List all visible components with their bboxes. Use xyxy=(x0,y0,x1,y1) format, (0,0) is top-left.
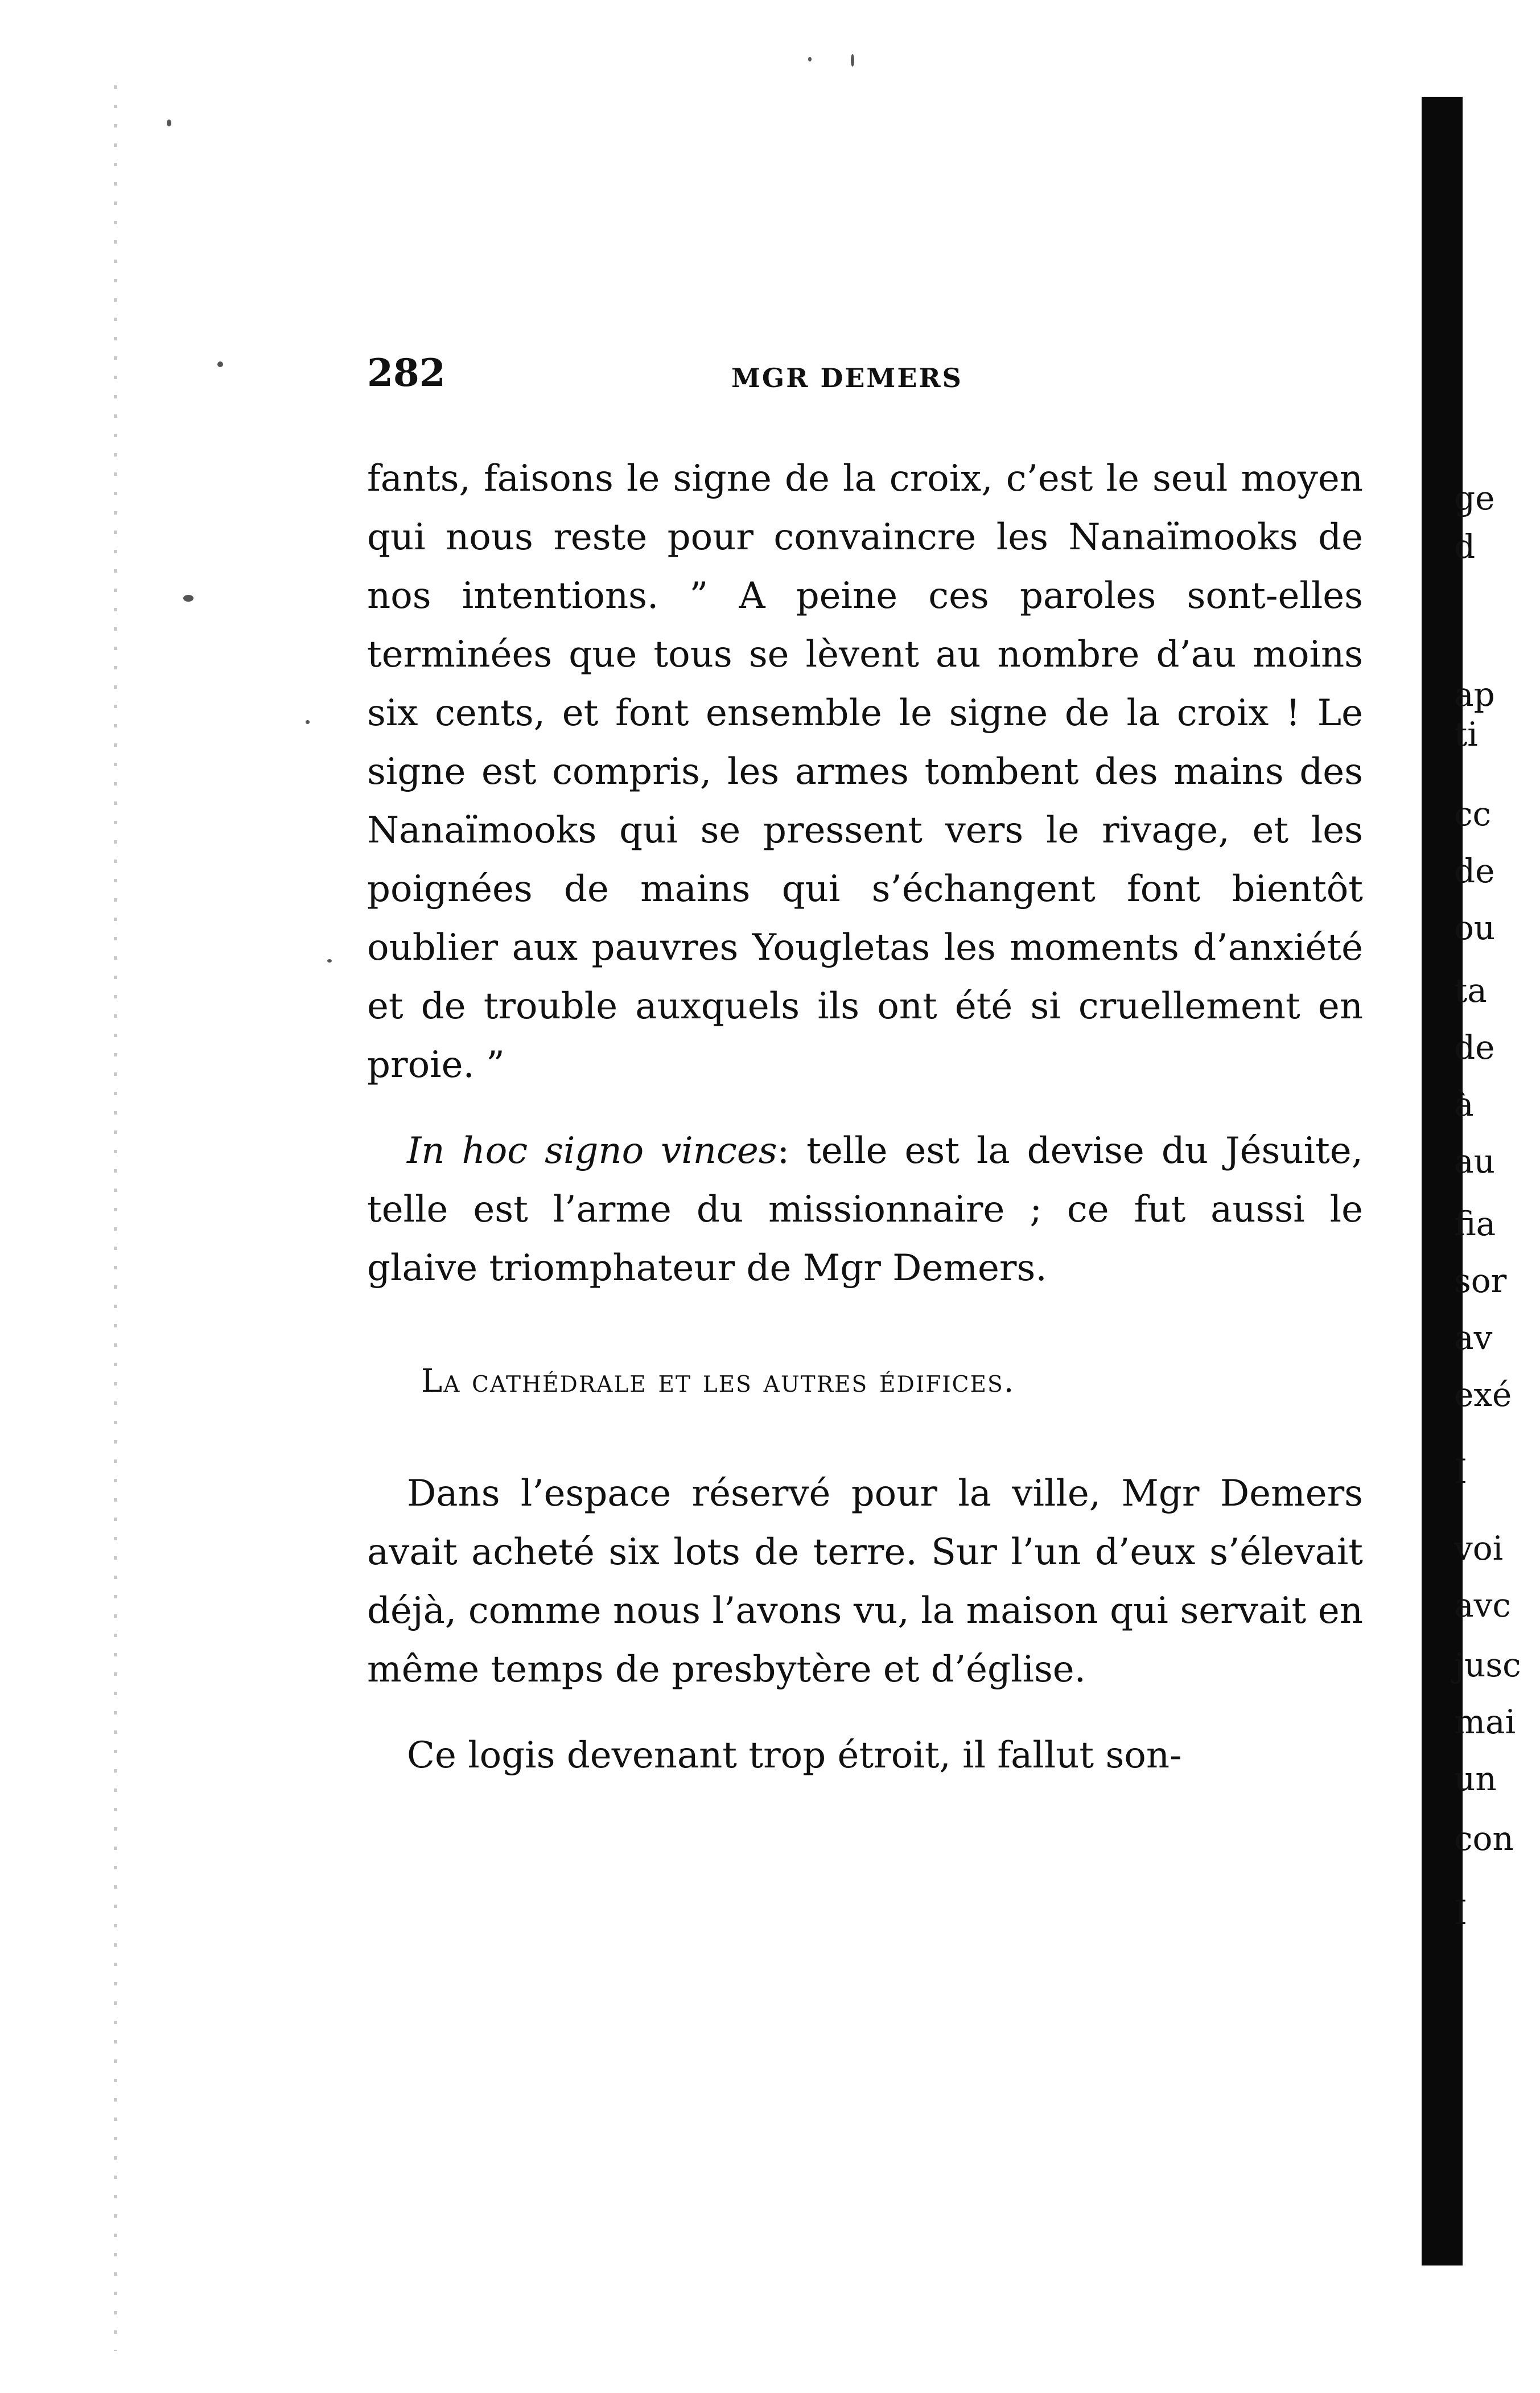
facing-fragment: voi xyxy=(1454,1529,1504,1568)
section-heading: La cathédrale et les autres édifices. xyxy=(421,1363,1015,1400)
facing-fragment: jusc xyxy=(1454,1646,1521,1684)
running-title: MGR DEMERS xyxy=(731,363,963,393)
scan-speck xyxy=(183,595,193,602)
scan-speck xyxy=(851,54,854,67)
facing-fragment: exé xyxy=(1454,1375,1512,1414)
facing-fragment: I xyxy=(1454,1452,1467,1491)
facing-fragment: con xyxy=(1454,1819,1514,1858)
facing-fragment: I xyxy=(1454,1893,1467,1932)
paragraph-3: Dans l’espace réservé pour la ville, Mgr Demers avait acheté six lots de terre. Sur l’un d’eux s’élevait déjà, comme nous l’avons vu, la maison qui servait en même temps de presbytère et d’église. xyxy=(367,1473,1363,1691)
main-text xyxy=(367,450,1363,1785)
page-header xyxy=(367,350,1369,413)
paragraph-2-rest: : telle est la devise du Jésuite, telle est l’arme du missionnaire ; ce fut aussi le glaive triomphateur de Mgr Demers. xyxy=(367,1130,1364,1289)
facing-fragment: mai xyxy=(1454,1703,1516,1741)
paragraph-1: fants, faisons le signe de la croix, c’est le seul moyen qui nous reste pour convaincre les Nanaïmooks de nos intentions. ” A peine ces paroles sont-elles terminées que tous se lèvent au nombre d’au moins six cents, et font ensemble le signe de la croix ! Le signe est compris, les armes tombent des mains des Nanaïmooks qui se pressent vers le rivage, et les poignées de mains qui s’échangent font bientôt oublier aux pauvres Yougletas les moments d’anxiété et de trouble auxquels ils ont été si cruellement en proie. ” xyxy=(367,458,1363,1086)
scan-speck xyxy=(808,57,812,61)
facing-fragment: ti xyxy=(1454,715,1478,754)
scan-edge-marks xyxy=(114,85,117,2351)
facing-fragment: au xyxy=(1454,1142,1495,1181)
scan-speck xyxy=(327,959,332,963)
latin-motto: In hoc signo vinces xyxy=(407,1130,777,1172)
facing-fragment: ap xyxy=(1454,675,1495,714)
paragraph-2 xyxy=(367,1122,1363,1298)
facing-fragment: ta xyxy=(1454,971,1487,1010)
facing-fragment: à xyxy=(1454,1085,1474,1124)
scan-speck xyxy=(306,720,310,724)
facing-fragment: d xyxy=(1454,527,1476,566)
facing-fragment: fia xyxy=(1454,1204,1496,1243)
page-number: 282 xyxy=(367,351,446,395)
facing-fragment: av xyxy=(1454,1318,1493,1357)
facing-fragment: avc xyxy=(1454,1586,1511,1625)
facing-fragment: de xyxy=(1454,1028,1495,1067)
scan-speck xyxy=(217,361,223,367)
facing-fragment: de xyxy=(1454,852,1495,890)
facing-fragment: ge xyxy=(1454,479,1495,517)
scan-speck xyxy=(167,120,171,126)
facing-fragment: un xyxy=(1454,1759,1497,1798)
paragraph-4: Ce logis devenant trop étroit, il fallut son- xyxy=(407,1734,1182,1777)
page-gutter-shadow xyxy=(1422,97,1463,2265)
facing-fragment: ou xyxy=(1454,908,1496,947)
facing-fragment: cc xyxy=(1454,795,1491,833)
facing-fragment: sor xyxy=(1454,1261,1507,1300)
